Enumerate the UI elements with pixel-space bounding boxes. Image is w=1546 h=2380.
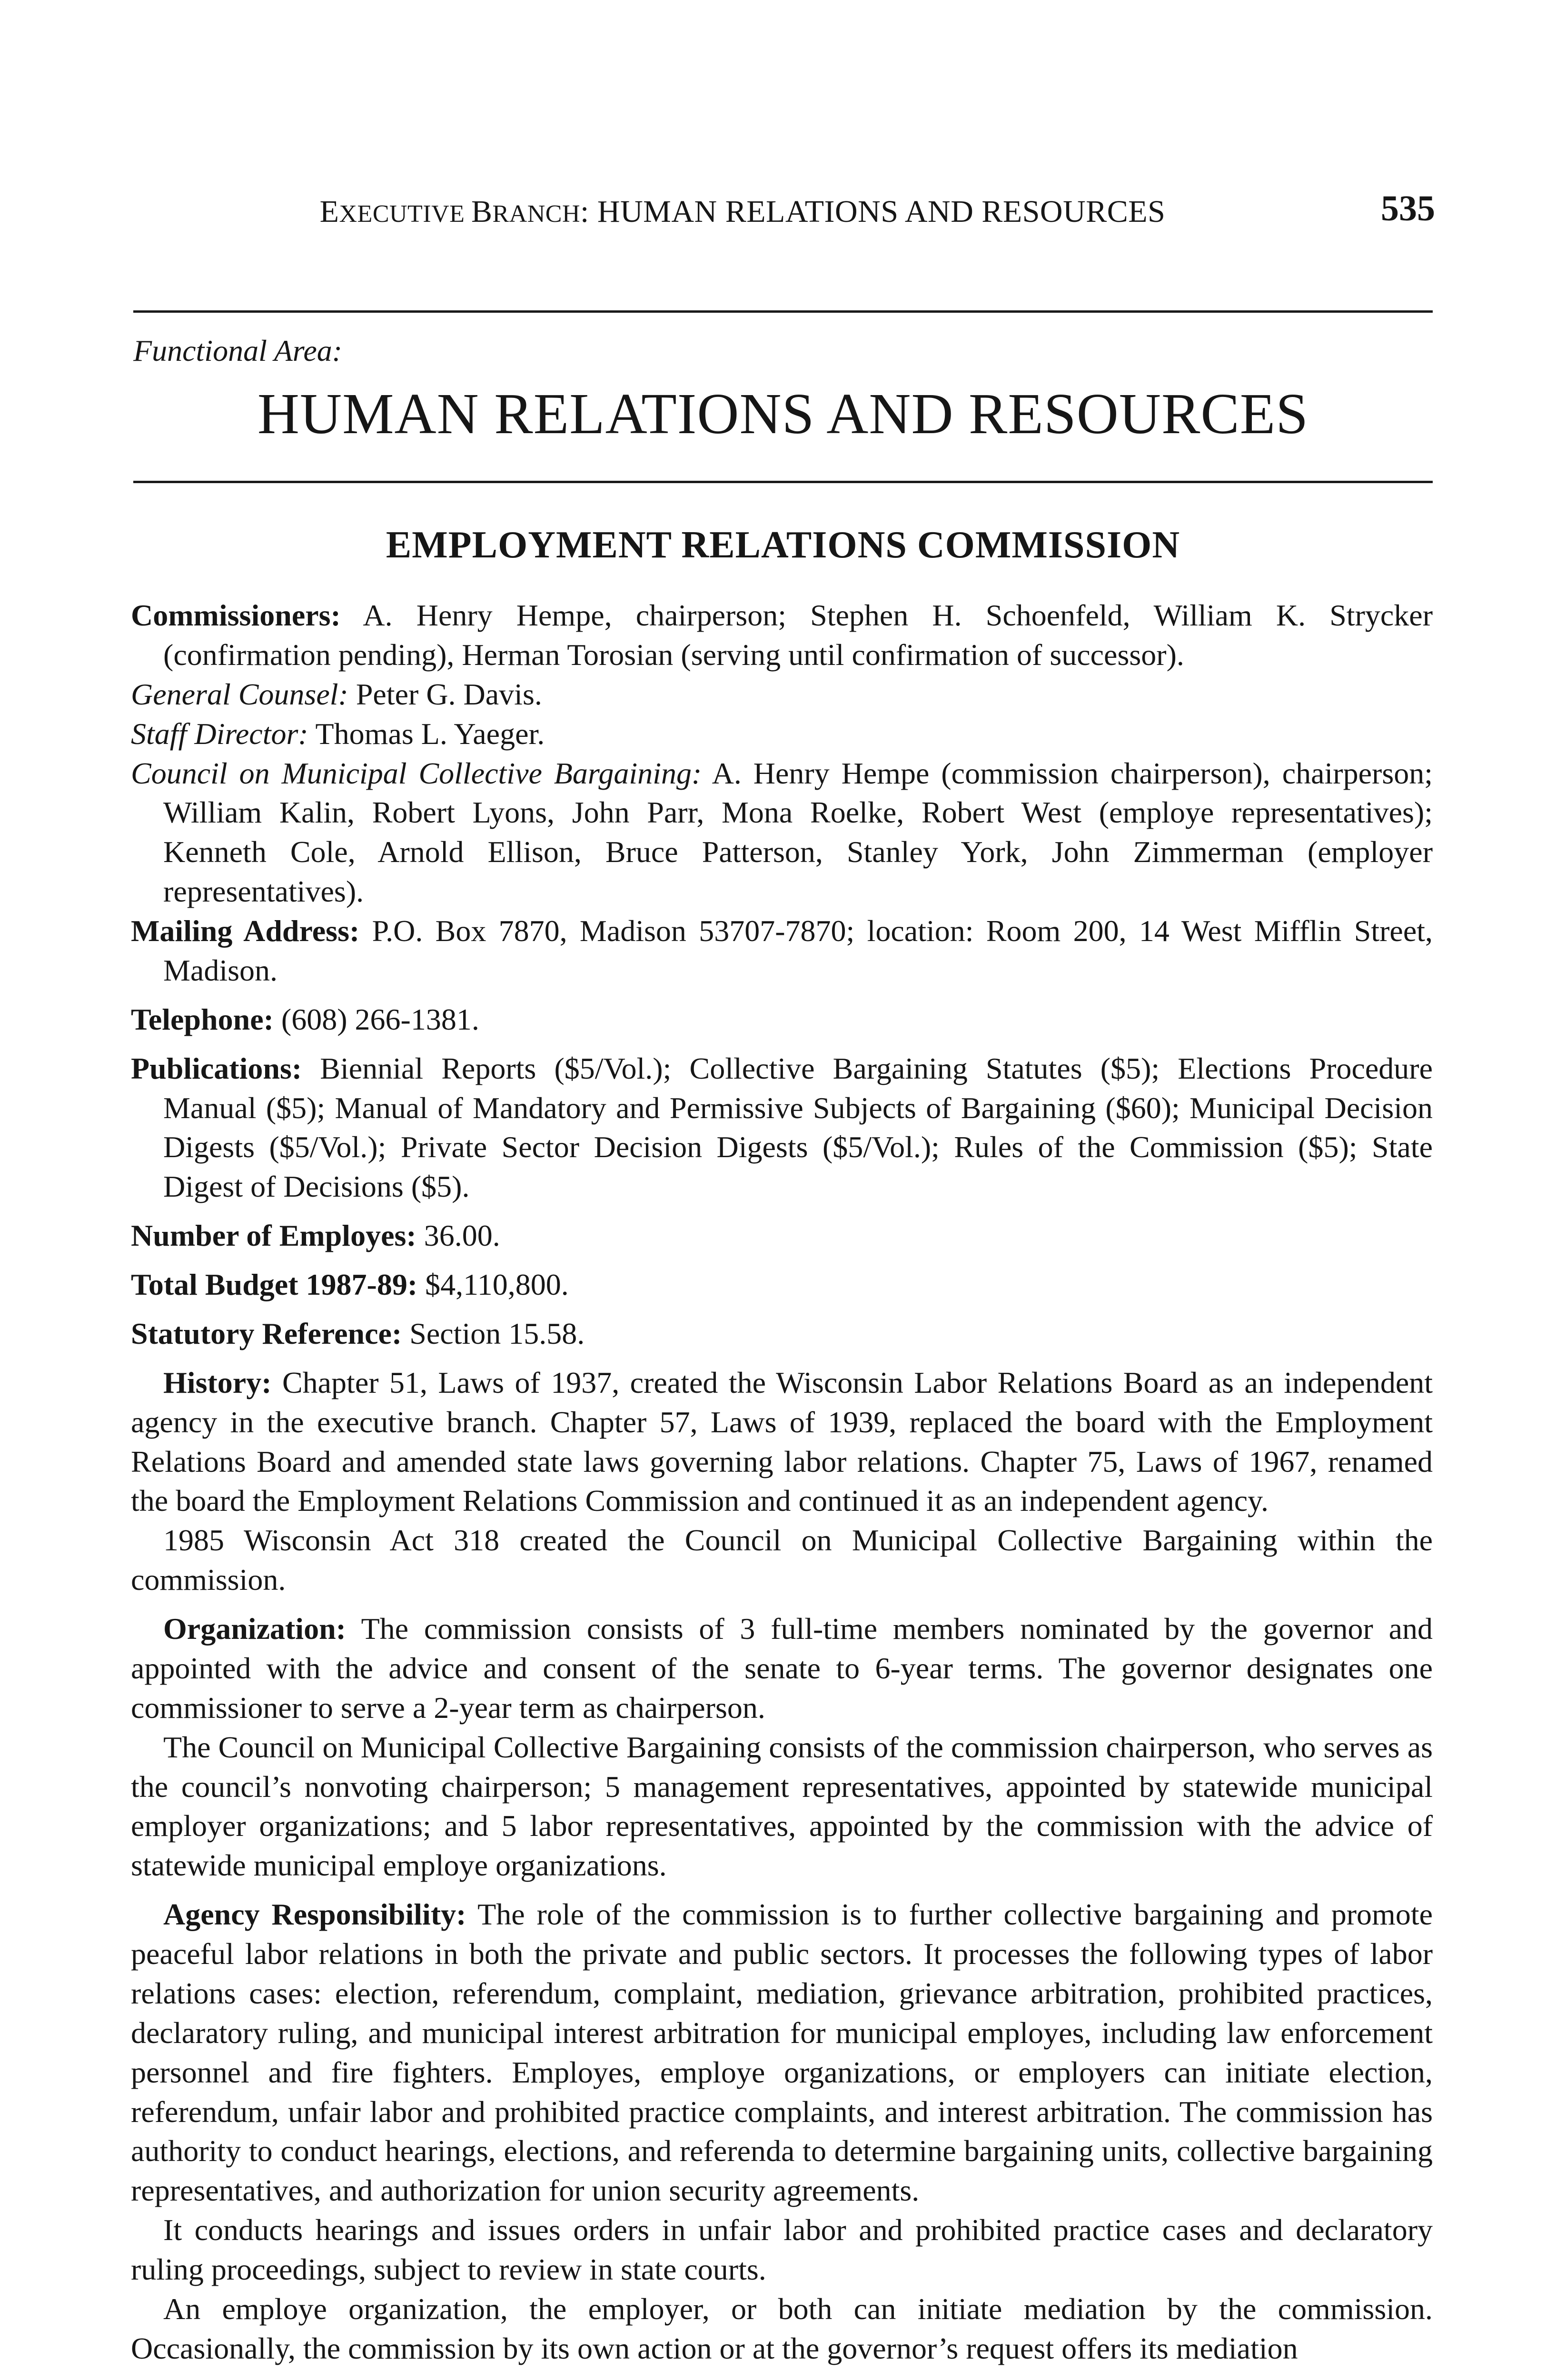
budget-label: Total Budget 1987-89: (131, 1268, 418, 1301)
organization-text: The commission consists of 3 full-time members nominated by the governor and appointed with the advice and consent of the senate to 6-year terms. The governor designates one commissioner to serve a 2-year term as chairperson. (131, 1612, 1433, 1725)
commissioners-label: Commissioners: (131, 598, 341, 632)
council-entry (131, 754, 1433, 912)
council-text: A. Henry Hempe (commission chairperson), chairperson; William Kalin, Robert Lyons, John Parr, Mona Roelke, Robert West (employe representatives); Kenneth Cole, Arnold Ellison, Bruce Patterson, Stanley York, John Zimmerman (employer representatives). (163, 756, 1433, 909)
history-paragraph (131, 1363, 1433, 1521)
history-paragraph-2: 1985 Wisconsin Act 318 created the Council on Municipal Collective Bargaining within the commission. (131, 1523, 1433, 1597)
general-counsel-text: Peter G. Davis. (348, 677, 542, 711)
statutory-entry (131, 1314, 1433, 1354)
agency-responsibility-label: Agency Responsibility: (163, 1897, 466, 1932)
organization-paragraph (131, 1609, 1433, 1728)
publications-entry (131, 1049, 1433, 1207)
running-head-topic: HUMAN RELATIONS AND RESOURCES (597, 194, 1166, 229)
commissioners-entry (131, 596, 1433, 675)
council-label: Council on Municipal Collective Bargaining: (131, 756, 702, 790)
employes-entry (131, 1216, 1433, 1256)
employes-label: Number of Employes: (131, 1219, 416, 1253)
functional-area-label: Functional Area: (133, 334, 343, 367)
telephone-label: Telephone: (131, 1002, 274, 1036)
agency-title: EMPLOYMENT RELATIONS COMMISSION (386, 524, 1180, 566)
statutory-text: Section 15.58. (402, 1316, 585, 1350)
staff-director-text: Thomas L. Yaeger. (308, 716, 545, 751)
publications-text: Biennial Reports ($5/Vol.); Collective Bargaining Statutes ($5); Elections Procedure Manual ($5); Manual of Mandatory and Permissive Subjects of Bargaining ($60); Municipal Decision Digests ($5/Vol.); Private Sector Decision Digests ($5/Vol.); Rules of the Commission ($5); State Digest of Decisions ($5). (163, 1051, 1433, 1204)
general-counsel-entry (131, 675, 1433, 714)
history-text: Chapter 51, Laws of 1937, created the Wisconsin Labor Relations Board as an independent agency in the executive branch. Chapter 57, Laws of 1939, replaced the board with the Employment Relations Board and amended state laws governing labor relations. Chapter 75, Laws of 1967, renamed the board the Employment Relations Commission and continued it as an independent agency. (131, 1365, 1433, 1518)
mailing-address-entry (131, 912, 1433, 991)
organization-label: Organization: (163, 1612, 346, 1646)
mailing-address-text: P.O. Box 7870, Madison 53707-7870; location: Room 200, 14 West Mifflin Street, Madison. (163, 914, 1433, 987)
running-head-smallcaps-1: XECUTIVE (339, 200, 471, 228)
running-head-colon: : (580, 194, 597, 229)
mailing-address-label: Mailing Address: (131, 914, 360, 948)
statutory-label: Statutory Reference: (131, 1316, 402, 1350)
agency-responsibility-paragraph-3: An employe organization, the employer, or both can initiate mediation by the commission. Occasionally, the commission by its own action or at the governor’s request offers its mediation (131, 2291, 1433, 2365)
agency-responsibility-paragraph-2: It conducts hearings and issues orders in unfair labor and prohibited practice cases and declaratory ruling proceedings, subject to review in state courts. (131, 2213, 1433, 2286)
top-rule (133, 310, 1433, 313)
page-header (129, 188, 1435, 240)
functional-area-title: HUMAN RELATIONS AND RESOURCES (257, 382, 1309, 446)
employes-text: 36.00. (416, 1219, 500, 1253)
staff-director-label: Staff Director: (131, 716, 308, 751)
history-label: History: (163, 1365, 272, 1399)
bottom-rule (133, 481, 1433, 483)
budget-text: $4,110,800. (417, 1268, 569, 1301)
running-head (129, 194, 1357, 230)
agency-responsibility-text: The role of the commission is to further collective bargaining and promote peaceful labor relations in both the private and public sectors. It processes the following types of labor relations cases: election, referendum, complaint, mediation, grievance arbitration, prohibited practices, declaratory ruling, and municipal interest arbitration for municipal employes, including law enforcement personnel and fire fighters. Employes, employe organizations, or employers can initiate election, referendum, unfair labor and prohibited practice complaints, and interest arbitration. The commission has authority to conduct hearings, elections, and referenda to determine bargaining units, collective bargaining representatives, and authorization for union security agreements. (131, 1897, 1433, 2208)
telephone-text: (608) 266-1381. (273, 1002, 479, 1036)
running-head-initial-1: E (319, 194, 339, 229)
staff-director-entry (131, 714, 1433, 754)
agency-responsibility-paragraph (131, 1895, 1433, 2211)
commissioners-text: A. Henry Hempe, chairperson; Stephen H. Schoenfeld, William K. Strycker (confirmation pending), Herman Torosian (serving until confirmation of successor). (163, 598, 1433, 672)
publications-label: Publications: (131, 1051, 302, 1085)
general-counsel-label: General Counsel: (131, 677, 348, 711)
budget-entry (131, 1265, 1433, 1305)
organization-paragraph-2: The Council on Municipal Collective Bargaining consists of the commission chairperson, who serves as the council’s nonvoting chairperson; 5 management representatives, appointed by statewide municipal employer organizations; and 5 labor representatives, appointed by the commission with the advice of statewide municipal employe organizations. (131, 1730, 1433, 1883)
running-head-smallcaps-2: RANCH (492, 200, 581, 228)
running-head-initial-2: B (471, 194, 493, 229)
page-number: 535 (1381, 188, 1435, 228)
agency-entry-body (131, 596, 1433, 2369)
telephone-entry (131, 1000, 1433, 1040)
